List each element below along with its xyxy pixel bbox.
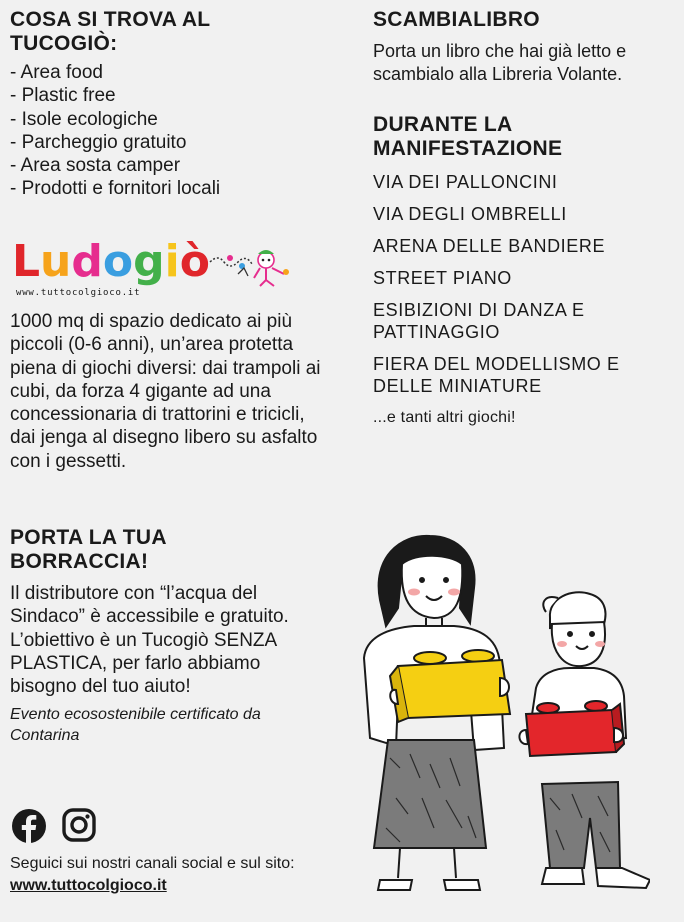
list-item: - Area food: [10, 62, 103, 83]
social-text: [10, 853, 330, 897]
borraccia-section: [10, 526, 330, 746]
list-item: - Prodotti e fornitori locali: [10, 178, 221, 200]
event-item: ESIBIZIONI DI DANZA E PATTINAGGIO: [373, 300, 585, 342]
ludogio-logo: [12, 236, 292, 300]
scambia-text: Porta un libro che hai già letto e scambialo alla Libreria Volante.: [373, 41, 627, 84]
more-games: ...e tanti altri giochi!: [373, 409, 516, 426]
event-item: FIERA DEL MODELLISMO E DELLE MINIATURE: [373, 354, 620, 396]
list-item: - Isole ecologiche: [10, 108, 158, 130]
feature-list: [10, 61, 340, 201]
children-illustration: [350, 528, 650, 898]
logo-letter: g: [133, 236, 165, 287]
cosa-title: COSA SI TROVA AL TUCOGIÒ:: [10, 8, 211, 55]
event-item: VIA DEI PALLONCINI: [373, 172, 558, 192]
facebook-icon[interactable]: [11, 808, 47, 844]
scambia-title: SCAMBIALIBRO: [373, 8, 540, 31]
event-item: ARENA DELLE BANDIERE: [373, 236, 606, 256]
durante-title: DURANTE LA MANIFESTAZIONE: [373, 113, 563, 160]
ludogio-description: 1000 mq di spazio dedicato ai più piccoli (0-6 anni), un’area protetta piena di giochi diversi: dai trampoli ai cubi, da forza 4 gigante ad una concessionaria di trattorini e tricicli, dai jenga al disegno libero su asfalto con i gessetti.: [10, 311, 321, 472]
logo-url: www.tuttocolgioco.it: [16, 288, 141, 298]
social-prefix: Seguici sui nostri canali social e sul sito:: [10, 855, 295, 872]
logo-letter: i: [164, 236, 180, 287]
logo-letter: u: [40, 236, 72, 287]
left-column: [10, 8, 340, 201]
logo-letter: d: [71, 236, 103, 287]
eco-note: Evento ecosostenibile certificato da Contarina: [10, 706, 261, 745]
logo-letter: L: [12, 236, 41, 287]
event-item: STREET PIANO: [373, 268, 512, 288]
list-item: - Parcheggio gratuito: [10, 131, 187, 153]
list-item: - Area sosta camper: [10, 155, 181, 177]
logo-letter: o: [102, 236, 134, 287]
logo-letter: ò: [179, 236, 210, 287]
list-item: - Plastic free: [10, 85, 116, 107]
borraccia-title: PORTA LA TUA BORRACCIA!: [10, 526, 167, 573]
event-item: VIA DEGLI OMBRELLI: [373, 204, 567, 224]
website-link[interactable]: www.tuttocolgioco.it: [10, 877, 167, 894]
logo-child-icon: [208, 244, 294, 288]
borraccia-text: Il distributore con “l’acqua del Sindaco” è accessibile e gratuito. L’obiettivo è un Tucogiò SENZA PLASTICA, per farlo abbiamo bisogno del tuo aiuto!: [10, 583, 289, 698]
instagram-icon[interactable]: [62, 808, 96, 842]
right-column: [373, 8, 678, 429]
